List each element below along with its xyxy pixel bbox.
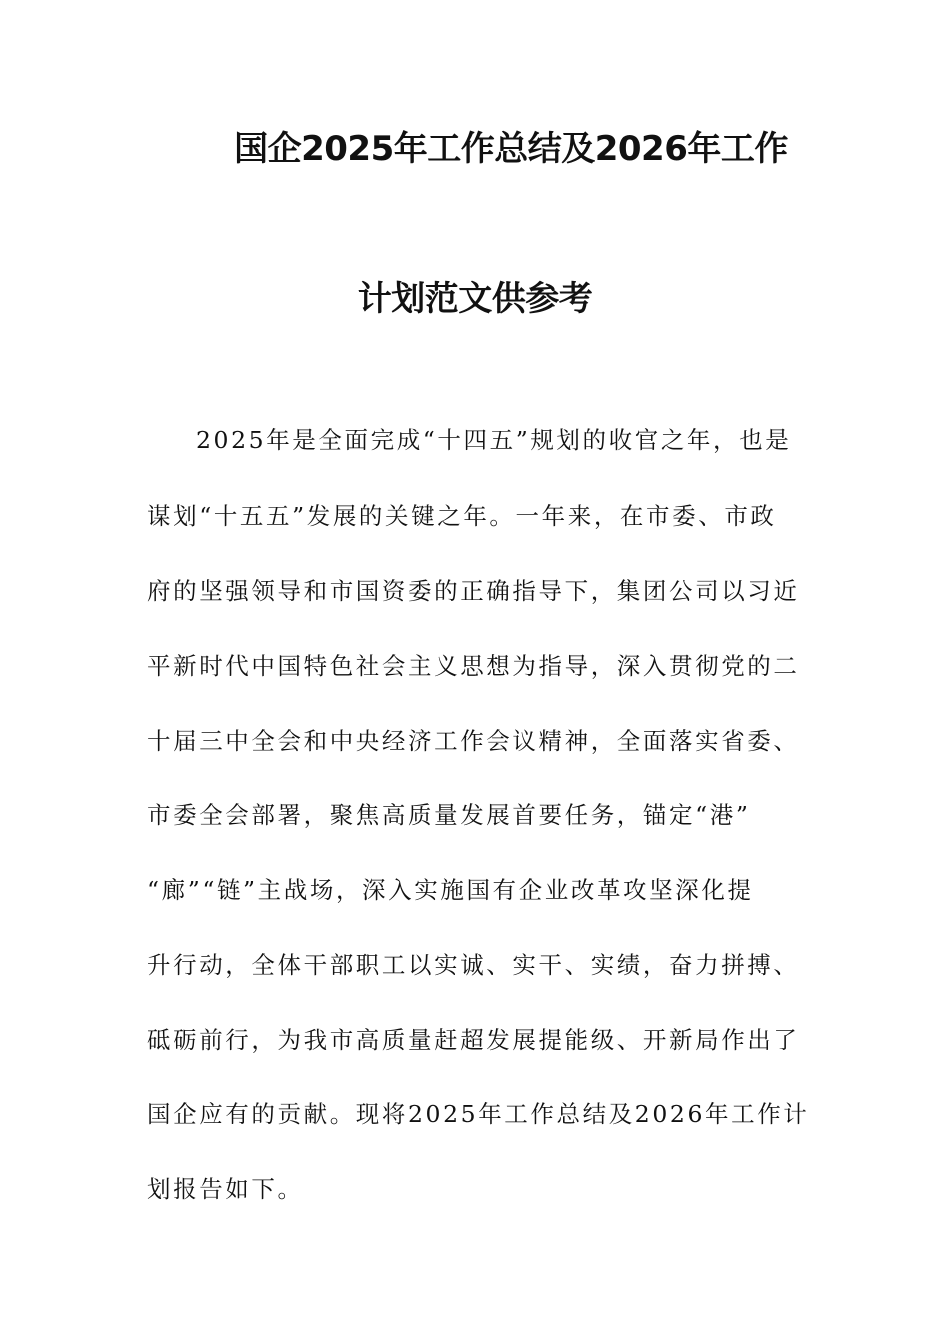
paragraph-line-10: 国企应有的贡献。现将2025年工作总结及2026年工作计 — [147, 1100, 810, 1128]
paragraph-line-2: 谋划“十五五”发展的关键之年。一年来，在市委、市政 — [147, 502, 777, 530]
paragraph-line-1: 2025年是全面完成“十四五”规划的收官之年，也是 — [196, 426, 792, 454]
paragraph-line-6: 市委全会部署，聚焦高质量发展首要任务，锚定“港” — [147, 801, 751, 829]
document-title-line-2: 计划范文供参考 — [357, 279, 593, 319]
paragraph-line-3: 府的坚强领导和市国资委的正确指导下，集团公司以习近 — [147, 577, 800, 605]
paragraph-line-7: “廊”“链”主战场，深入实施国有企业改革攻坚深化提 — [147, 876, 754, 904]
paragraph-line-11: 划报告如下。 — [147, 1175, 304, 1203]
document-title-line-1: 国企2025年工作总结及2026年工作 — [234, 129, 788, 169]
paragraph-line-8: 升行动，全体干部职工以实诚、实干、实绩，奋力拼搏、 — [147, 951, 800, 979]
paragraph-line-4: 平新时代中国特色社会主义思想为指导，深入贯彻党的二 — [147, 652, 800, 680]
paragraph-line-9: 砥砺前行，为我市高质量赶超发展提能级、开新局作出了 — [147, 1026, 800, 1054]
paragraph-line-5: 十届三中全会和中央经济工作会议精神，全面落实省委、 — [147, 727, 800, 755]
